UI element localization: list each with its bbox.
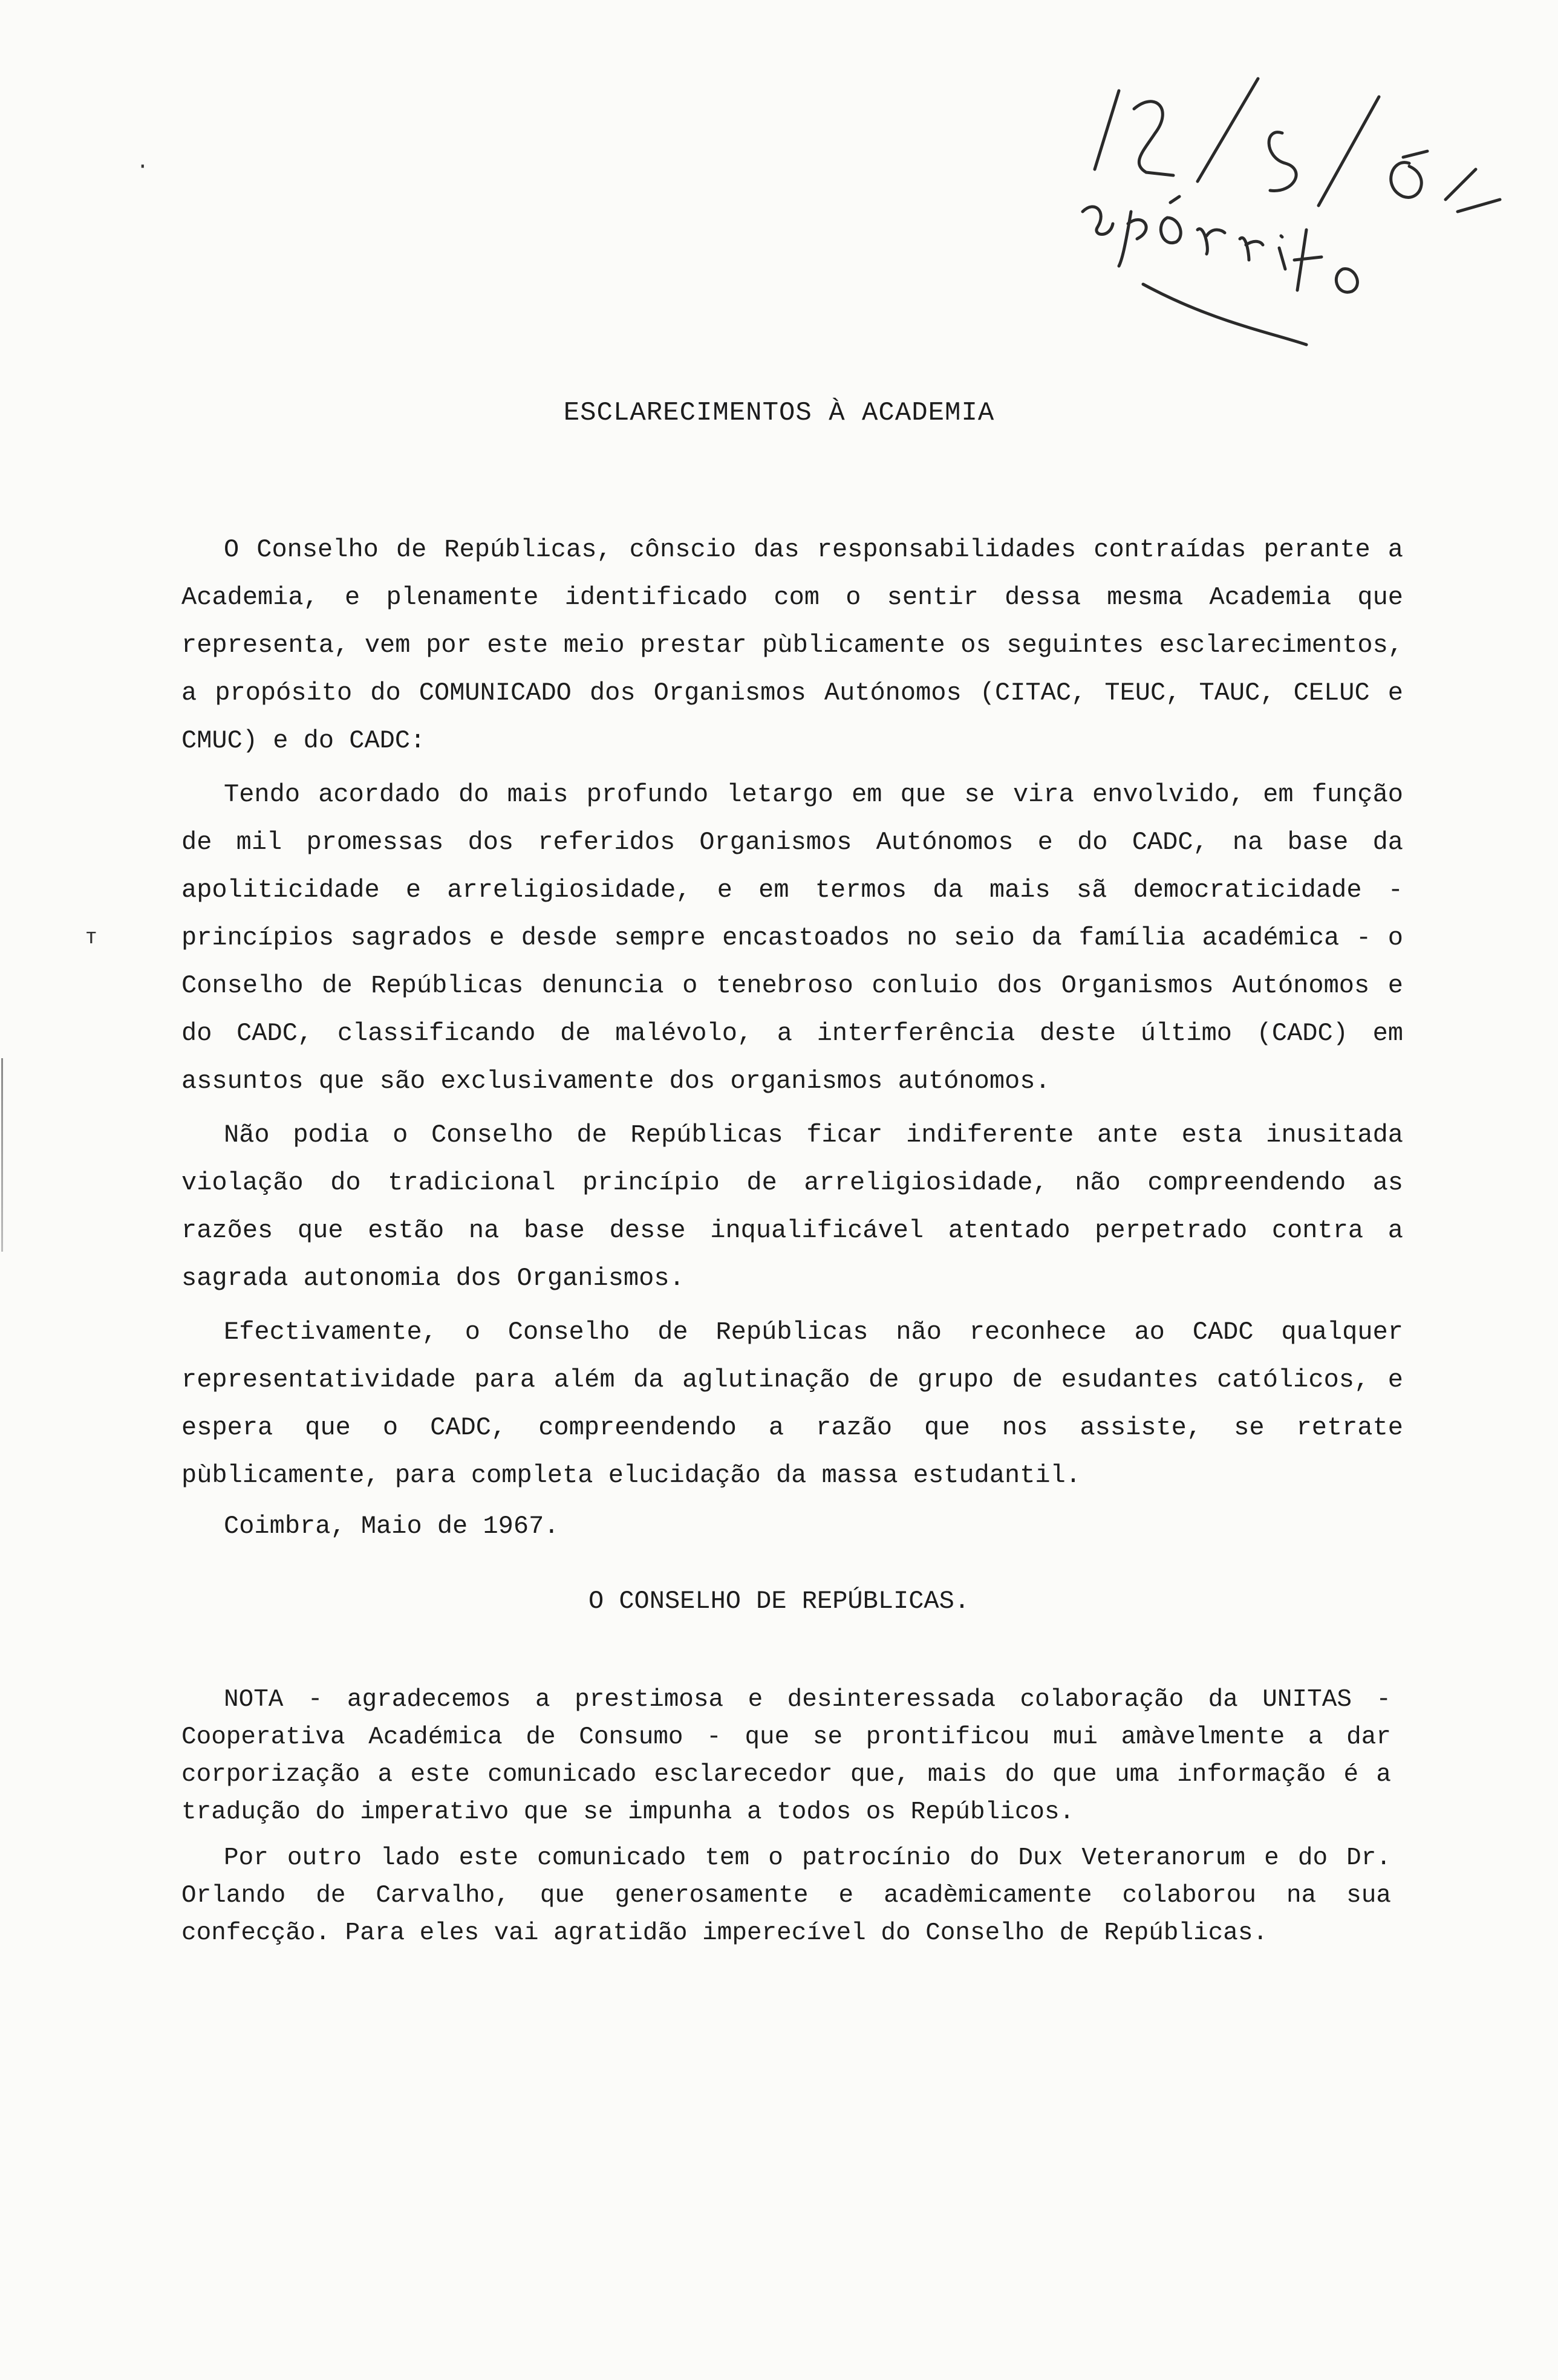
handwritten-annotation <box>1077 67 1548 405</box>
document-title: ESCLARECIMENTOS À ACADEMIA <box>563 398 995 428</box>
page-edge-shadow <box>1 1058 3 1252</box>
note-paragraph-2: Por outro lado este comunicado tem o patrocínio do Dux Veteranorum e do Dr. Orlando de Carvalho, que generosamente e acadèmicamente colaborou na sua confecção. Para eles vai agratidão imperecível do Conselho de Repúblicas. <box>181 1844 1391 1947</box>
document-body <box>181 526 1403 1506</box>
handwriting-drawing <box>1077 67 1548 405</box>
paragraph-4: Efectivamente, o Conselho de Repúblicas não reconhece ao CADC qualquer representatividade para além da aglutinação de grupo de esudantes católicos, e espera que o CADC, compreendendo a razão que nos assiste, se retrate pùblicamente, para completa elucidação da massa estudantil. <box>181 1318 1403 1490</box>
place-date: Coimbra, Maio de 1967. <box>224 1512 559 1541</box>
note-paragraph-1: NOTA - agradecemos a prestimosa e desinteressada colaboração da UNITAS - Cooperativa Académica de Consumo - que se prontificou mui amàvelmente a dar corporização a este comunicado esclarecedor que, mais do que uma informação é a tradução do imperativo que se impunha a todos os Repúblicos. <box>181 1686 1391 1826</box>
paragraph-1: O Conselho de Repúblicas, cônscio das responsabilidades contraídas perante a Academia, e plenamente identificado com o sentir dessa mesma Academia que representa, vem por este meio prestar pùblicamente os seguintes esclarecimentos, a propósito do COMUNICADO dos Organismos Autónomos (CITAC, TEUC, TAUC, CELUC e CMUC) e do CADC: <box>181 535 1403 755</box>
margin-mark: ᴛ <box>85 925 98 950</box>
signature: O CONSELHO DE REPÚBLICAS. <box>588 1587 970 1616</box>
paragraph-2: Tendo acordado do mais profundo letargo em que se vira envolvido, em função de mil promessas dos referidos Organismos Autónomos e do CADC, na base da apoliticidade e arreligiosidade, e em termos da mais sã democraticidade - princípios sagrados e desde sempre encastoados no seio da família académica - o Conselho de Repúblicas denuncia o tenebroso conluio dos Organismos Autónomos e do CADC, classificando de malévolo, a interferência deste último (CADC) em assuntos que são exclusivamente dos organismos autónomos. <box>181 780 1403 1096</box>
paragraph-3: Não podia o Conselho de Repúblicas ficar indiferente ante esta inusitada violação do tradicional princípio de arreligiosidade, não compreendendo as razões que estão na base desse inqualificável atentado perpetrado contra a sagrada autonomia dos Organismos. <box>181 1120 1403 1293</box>
note-section <box>181 1681 1391 1960</box>
scan-speck: · <box>136 154 149 179</box>
